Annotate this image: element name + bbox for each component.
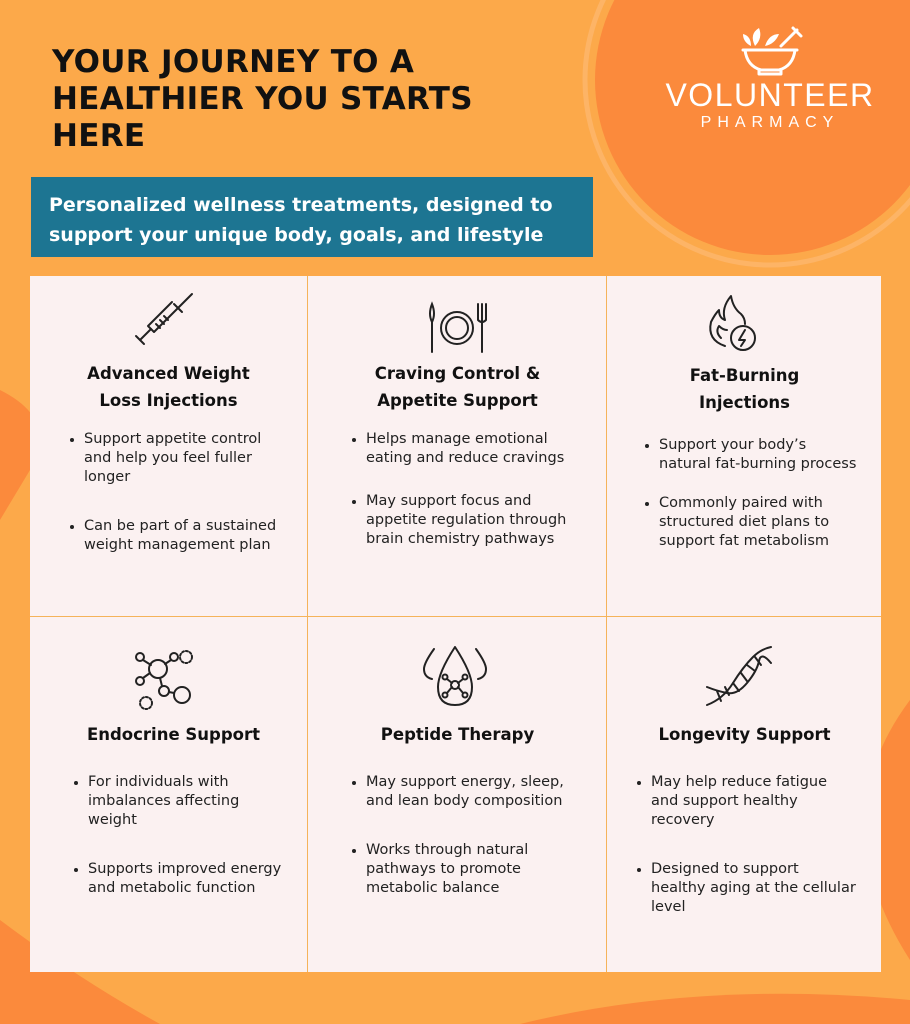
plate-fork-knife-icon (426, 300, 488, 356)
logo-name: VOLUNTEER (665, 77, 875, 113)
card-title-line: Craving Control & (374, 364, 541, 383)
card-title-line: Appetite Support (377, 391, 538, 410)
card-title-line: Endocrine Support (86, 725, 261, 744)
card-weight-loss-injections (30, 276, 307, 616)
logo (660, 24, 880, 144)
card-longevity-support (606, 616, 881, 972)
dna-icon (703, 643, 775, 709)
card-title-line: Peptide Therapy (380, 725, 535, 744)
bullet-item: Support your body’s natural fat-burning process (645, 436, 860, 474)
bullet-item: Support appetite control and help you feel fuller longer (70, 430, 280, 487)
card-title-line: Injections (699, 393, 790, 412)
bullet-item: Supports improved energy and metabolic function (74, 860, 284, 898)
bullet-item: Can be part of a sustained weight management plan (70, 517, 280, 555)
molecule-icon (134, 647, 200, 713)
treatment-grid (30, 276, 881, 972)
flame-bolt-icon (705, 294, 761, 354)
mortar-pestle-icon (735, 24, 805, 76)
card-title-line: Loss Injections (99, 391, 238, 410)
card-craving-control (307, 276, 606, 616)
bullet-item: Commonly paired with structured diet plans to support fat metabolism (645, 494, 860, 551)
logo-subtitle: PHARMACY (700, 114, 840, 131)
bullet-item: May support energy, sleep, and lean body composition (352, 773, 572, 811)
card-fat-burning (606, 276, 881, 616)
bullet-item: Designed to support healthy aging at the cellular level (637, 860, 857, 917)
bullet-item: For individuals with imbalances affecting weight (74, 773, 284, 830)
card-endocrine-support (30, 616, 307, 972)
card-peptide-therapy (307, 616, 606, 972)
headline: YOUR JOURNEY TO A HEALTHIER YOU STARTS HERE (52, 44, 473, 154)
subtitle-banner: Personalized wellness treatments, designed to support your unique body, goals, and lifestyle (31, 177, 593, 257)
bullet-item: May support focus and appetite regulation through brain chemistry pathways (352, 492, 567, 549)
card-title-line: Advanced Weight (87, 364, 250, 383)
card-title-line: Fat-Burning (689, 366, 800, 385)
bullet-item: May help reduce fatigue and support healthy recovery (637, 773, 857, 830)
bullet-item: Works through natural pathways to promote metabolic balance (352, 841, 572, 898)
card-title-line: Longevity Support (658, 725, 831, 744)
bullet-item: Helps manage emotional eating and reduce cravings (352, 430, 567, 468)
peptide-drops-icon (420, 639, 490, 709)
syringe-icon (134, 292, 194, 352)
